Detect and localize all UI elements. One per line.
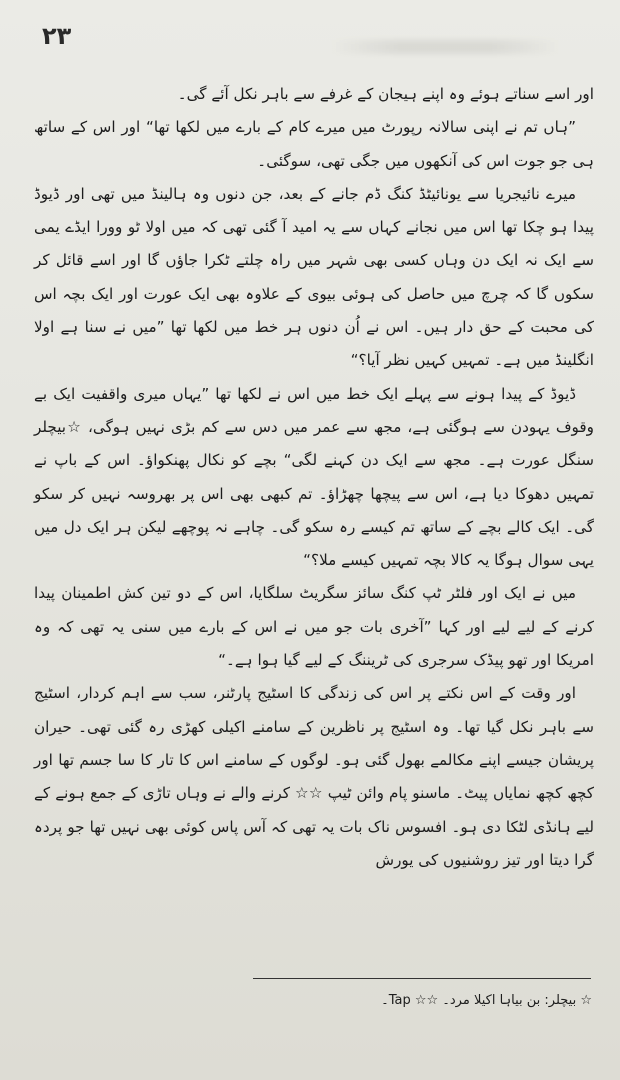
paragraph: میرے نائیجریا سے یونائیٹڈ کنگ ڈم جانے کے بعد، جن دنوں وہ ہالینڈ میں تھی اور ڈیوڈ پیدا ہو چکا تھا اس میں نجانے کہاں سے یہ امید آ گئی تھی کہ میں اولا ٹو وورا ایڈے یمی سے ایک نہ ایک دن وہاں کسی بھی شہر میں راہ چلتے ٹکرا جاؤں گا اور اسے قائل کر سکوں گا کہ چرچ میں حاصل کی ہوئی بیوی کے علاوہ بھی ایک عورت اور ایک بچہ اس کی محبت کے حق دار ہیں۔ اس نے اُن دنوں ہر خط میں لکھا تھا ”میں نے سنا ہے اولا انگلینڈ میں ہے۔ تمہیں کہیں نظر آیا؟“ [34, 184, 594, 370]
paragraph: میں نے ایک اور فلٹر ٹپ کنگ سائز سگریٹ سلگایا، اس کے دو تین کش اطمینان پیدا کرنے کے لیے لیے اور کہا ”آخری بات جو میں نے اس کے بارے میں سنی یہ تھی کہ وہ امریکا اور تھو پیڈک سرجری کی ٹریننگ کے لیے گیا ہوا ہے۔“ [34, 584, 594, 670]
footnote-divider [253, 978, 591, 979]
paragraph: ڈیوڈ کے پیدا ہونے سے پہلے ایک خط میں اس نے لکھا تھا ”یہاں میری واقفیت ایک بے وقوف یہودن سے ہوگئی ہے، مجھ سے عمر میں دس سے کم بڑی نہیں ہوگی، ☆بیچلر سنگل عورت ہے۔ مجھ سے ایک دن کہنے لگی“ بچے کو نکال پھنکواؤ۔ اس کے باپ نے تمہیں دھوکا دیا ہے، اس سے پیچھا چھڑاؤ۔ تم کبھی بھی اس پر بھروسہ نہیں کر سکو گی۔ ایک کالے بچے کے ساتھ تم کیسے رہ سکو گی۔ چاہے نہ پوچھے لیکن ہر ایک دل میں یہی سوال ہوگا یہ کالا بچہ تمہیں کیسے ملا؟“ [34, 384, 594, 570]
paragraph: اور اسے سناتے ہوئے وہ اپنے ہیجان کے غرفے سے باہر نکل آئے گی۔ [177, 85, 594, 103]
paragraph: ”ہاں تم نے اپنی سالانہ رپورٹ میں میرے کام کے بارے میں لکھا تھا“ اور اس کے ساتھ ہی جو جوت اس کی آنکھوں میں جگی تھی، سوگئی۔ [34, 118, 594, 170]
paragraph: اور وقت کے اس نکتے پر اس کی زندگی کا اسٹیج پارٹنر، سب سے اہم کردار، اسٹیج سے باہر نکل گیا تھا۔ وہ اسٹیج پر ناظرین کے سامنے اکیلی کھڑی رہ گئی تھی۔ حیران پریشان جیسے اپنے مکالمے بھول گئی ہو۔ لوگوں کے سامنے اس کا تار کا سا جسم تھا اور کچھ کچھ نمایاں پیٹ۔ ماسنو پام وائن ٹیپ ☆☆ کرنے والے نے وہاں تاڑی کے جمع ہونے کے لیے ہانڈی لٹکا دی ہو۔ افسوس ناک بات یہ تھی کہ آس پاس کوئی بھی نہیں تھا جو پردہ گرا دیتا اور تیز روشنیوں کی یورش [34, 684, 594, 869]
body-text [34, 78, 594, 877]
page-number: ۲۳ [42, 22, 72, 50]
page-bleed-shadow [330, 40, 560, 54]
footnote: ☆ بیچلر: بن بیاہا اکیلا مرد۔ ☆☆ Tap۔ [381, 993, 592, 1008]
